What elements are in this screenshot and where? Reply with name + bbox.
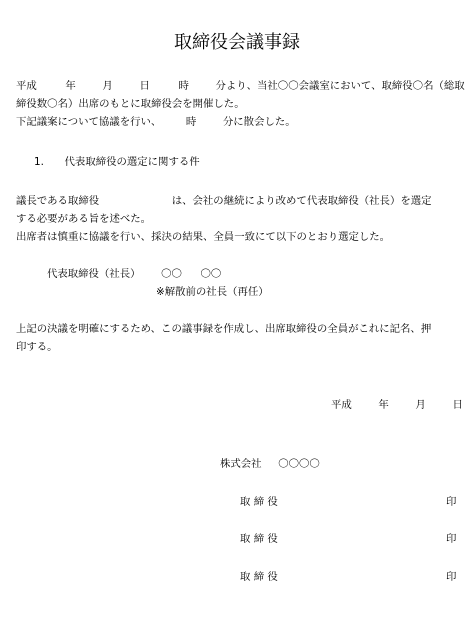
company-name: 〇〇〇〇 bbox=[278, 458, 320, 470]
intro-year: 年 bbox=[65, 80, 76, 92]
selection-note: ※解散前の社長（再任） bbox=[156, 286, 269, 298]
company-label: 株式会社 bbox=[220, 458, 262, 470]
closing-line-2: 印する。 bbox=[16, 341, 58, 353]
selection-role: 代表取締役（社長） bbox=[47, 268, 141, 280]
intro-minute-text: 分より、当社〇〇会議室において、取締役〇名（総取 bbox=[215, 80, 465, 92]
discussion-line-2: する必要がある旨を述べた。 bbox=[16, 213, 152, 225]
seal-mark-1: 印 bbox=[446, 496, 457, 508]
intro-era: 平成 bbox=[16, 80, 37, 92]
date-line bbox=[331, 396, 463, 414]
selection-name-2: 〇〇 bbox=[200, 268, 222, 280]
signature-role-1: 取 締 役 bbox=[240, 496, 278, 508]
company-line bbox=[220, 455, 320, 473]
signature-role-3: 取 締 役 bbox=[240, 571, 278, 583]
date-year: 年 bbox=[378, 399, 389, 411]
date-day: 日 bbox=[452, 399, 463, 411]
discussion-chair: 議長である取締役 bbox=[16, 195, 100, 207]
agenda-number: 1. bbox=[34, 156, 44, 168]
seal-mark-3: 印 bbox=[446, 571, 457, 583]
closing-line-1: 上記の決議を明確にするため、この議事録を作成し、出席取締役の全員がこれに記名、押 bbox=[16, 323, 432, 335]
discussion-line-1 bbox=[16, 192, 432, 210]
agenda-text: 代表取締役の選定に関する件 bbox=[64, 156, 200, 168]
date-month: 月 bbox=[415, 399, 426, 411]
document-title: 取締役会議事録 bbox=[174, 32, 300, 53]
intro-line-3-a: 下記議案について協議を行い、 bbox=[16, 116, 162, 128]
intro-day: 日 bbox=[139, 80, 150, 92]
intro-line-2: 締役数〇名）出席のもとに取締役会を開催した。 bbox=[16, 98, 245, 110]
intro-line-1 bbox=[16, 77, 465, 95]
date-era: 平成 bbox=[331, 399, 352, 411]
discussion-line-3: 出席者は慎重に協議を行い、採決の結果、全員一致にて以下のとおり選定した。 bbox=[16, 231, 391, 243]
intro-line-3 bbox=[16, 113, 296, 131]
agenda-item bbox=[34, 153, 200, 171]
intro-line-3-hour: 時 bbox=[185, 116, 197, 128]
discussion-statement: は、会社の継続により改めて代表取締役（社長）を選定 bbox=[171, 195, 432, 207]
selection-line bbox=[47, 265, 221, 283]
signature-role-2: 取 締 役 bbox=[240, 533, 278, 545]
selection-name-1: 〇〇 bbox=[161, 268, 182, 280]
seal-mark-2: 印 bbox=[446, 533, 457, 545]
intro-month: 月 bbox=[102, 80, 113, 92]
intro-line-3-c: 分に散会した。 bbox=[222, 116, 296, 128]
intro-hour: 時 bbox=[178, 80, 189, 92]
